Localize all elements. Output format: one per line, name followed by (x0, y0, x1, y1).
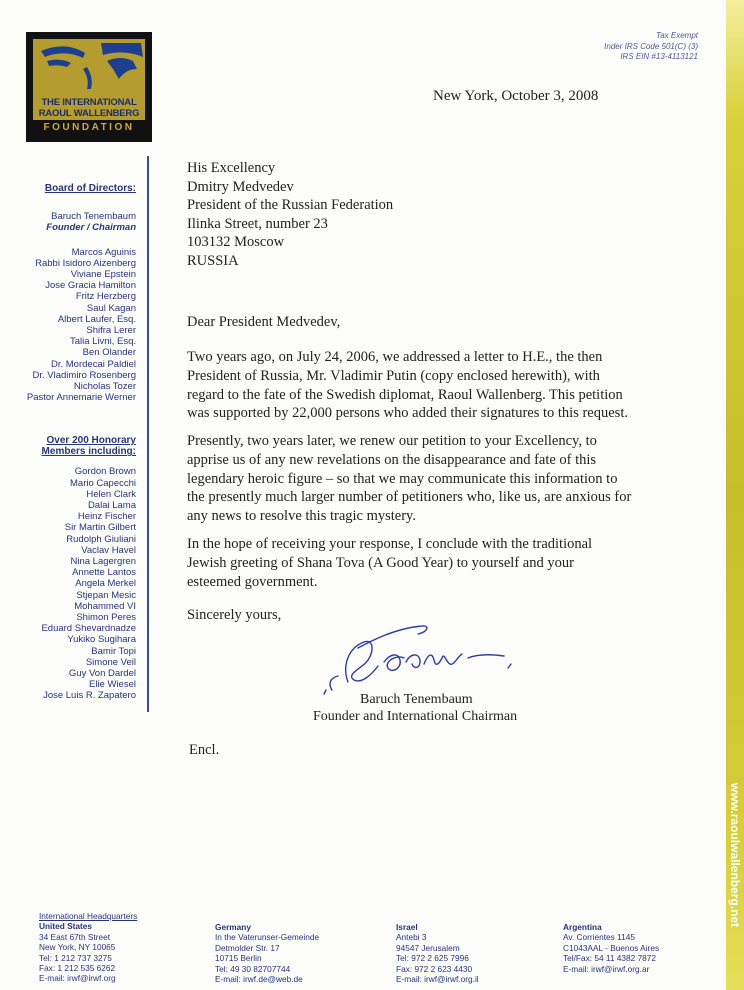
footer-line: Argentina (563, 922, 602, 932)
footer-line: E-mail: irwf@irwf.org (39, 973, 116, 984)
footer-line: Tel: 1 212 737 3275 (39, 952, 112, 963)
sidebar-name: Mohammed VI (74, 600, 136, 612)
footer-line: Tel: 972 2 625 7996 (396, 953, 469, 964)
enclosure-note: Encl. (189, 742, 220, 758)
honorary-member-list (41, 466, 136, 701)
sidebar-name: Rabbi Isidoro Aizenberg (35, 257, 136, 269)
footer-line: Fax: 1 212 535 6262 (39, 963, 116, 974)
paragraph-line: esteemed government. (187, 573, 318, 590)
paragraph-line: regard to the fate of the Swedish diplomat, Raoul Wallenberg. This petition (187, 386, 623, 403)
signer-title: Founder and International Chairman (313, 709, 518, 724)
address-line: President of the Russian Federation (187, 197, 394, 213)
sidebar-name: Nicholas Tozer (73, 381, 136, 393)
footer-line: C1043AAL - Buenos Aires (563, 942, 660, 953)
sidebar-name: Jose Luis R. Zapatero (43, 690, 136, 702)
footer-line: Tel: 49 30 82707744 (215, 963, 291, 974)
signer-name: Baruch Tenembaum (360, 692, 473, 707)
sidebar-name: Ben Olander (82, 347, 136, 359)
footer-line: Av. Corrientes 1145 (563, 932, 635, 943)
address-line: 103132 Moscow (187, 234, 285, 250)
footer-line: 34 East 67th Street (39, 931, 111, 942)
sidebar-name: Mario Capecchi (70, 477, 136, 489)
tax-line: Inder IRS Code 501(C) (3) (604, 41, 698, 51)
paragraph-line: legendary heroic figure – so that we may communicate this information to (187, 470, 618, 487)
board-member-list (27, 247, 136, 404)
paragraph-line: the presently much larger number of petitioners who, like us, are anxious for (187, 489, 632, 506)
sidebar-name: Sir Martin Gilbert (64, 522, 136, 534)
footer-line: Germany (215, 922, 251, 932)
website-text: www.raoulwallenberg.net (728, 782, 742, 928)
sidebar-name: Fritz Herzberg (75, 291, 136, 303)
sidebar-name: Jose Gracia Hamilton (45, 280, 136, 292)
paragraph-line: Two years ago, on July 24, 2006, we addressed a letter to H.E., the then (187, 349, 603, 365)
footer-line: 10715 Berlin (215, 953, 262, 964)
tax-line: Tax Exempt (656, 31, 698, 40)
wallenberg-face-graphic (33, 39, 145, 97)
honorary-heading-1: Over 200 Honorary (46, 435, 136, 446)
sidebar-name: Yukiko Sugihara (67, 634, 136, 646)
footer-line: E-mail: irwf.de@web.de (215, 974, 303, 985)
board-of-directors (27, 183, 136, 403)
sidebar-name: Guy Von Dardel (68, 668, 136, 680)
founder-name: Baruch Tenembaum (51, 211, 136, 223)
paragraph-3 (187, 535, 657, 591)
foundation-logo (26, 32, 152, 142)
sidebar-name: Eduard Shevardnadze (41, 623, 136, 635)
footer-israel (396, 922, 479, 984)
footer-line: In the Vaterunser-Gemeinde (215, 932, 320, 943)
sidebar-name: Nina Lagergren (70, 556, 136, 568)
footer-line: New York, NY 10065 (39, 942, 116, 953)
sidebar-divider (147, 156, 149, 712)
sidebar-name: Annette Lantos (72, 567, 136, 579)
sidebar-name: Dr. Mordecai Paldiel (50, 358, 136, 370)
tax-line: IRS EIN #13-4113121 (620, 52, 698, 61)
honorary-members (41, 435, 136, 702)
footer-argentina (563, 922, 659, 974)
sidebar-name: Gordon Brown (74, 466, 136, 478)
sidebar-name: Heinz Fischer (77, 511, 136, 523)
logo-line-2: RAOUL WALLENBERG (38, 108, 140, 119)
paragraph-2 (187, 432, 657, 526)
recipient-address (187, 159, 393, 270)
paragraph-line: In the hope of receiving your response, I conclude with the traditional (187, 536, 593, 552)
paragraph-line: apprise us of any new revelations on the disappearance and fate of this (187, 451, 597, 468)
sidebar-name: Dalai Lama (87, 500, 136, 512)
sidebar-name: Talia Livni, Esq. (69, 336, 136, 348)
footer-line: Antebi 3 (396, 932, 427, 943)
sidebar-name: Marcos Aguinis (71, 246, 136, 258)
sidebar-name: Bamir Topi (91, 645, 136, 657)
sidebar-name: Helen Clark (86, 488, 136, 500)
sidebar-name: Stjepan Mesic (76, 589, 136, 601)
footer-headquarters (39, 911, 137, 984)
sidebar-name: Pastor Annemarie Werner (26, 392, 136, 404)
footer-line: Israel (396, 922, 418, 932)
address-line: Dmitry Medvedev (187, 178, 294, 195)
sidebar-name: Shifra Lerer (86, 325, 136, 337)
closing: Sincerely yours, (187, 607, 282, 623)
footer-line: 94547 Jerusalem (396, 942, 460, 953)
footer-line: Detmolder Str. 17 (215, 942, 280, 953)
address-line: Ilinka Street, number 23 (187, 215, 328, 232)
website-vertical (724, 770, 744, 940)
logo-line-3: FOUNDATION (33, 120, 145, 135)
sidebar-name: Viviane Epstein (70, 269, 136, 281)
footer-line: International Headquarters (39, 911, 138, 921)
footer-line: United States (39, 921, 93, 932)
sidebar-name: Vaclav Havel (81, 544, 136, 556)
sidebar-name: Simone Veil (85, 656, 136, 668)
sidebar-name: Elie Wiesel (89, 679, 136, 691)
footer-line: E-mail: irwf@irwf.org.ar (563, 963, 650, 974)
paragraph-line: Jewish greeting of Shana Tova (A Good Year) to yourself and your (187, 554, 574, 571)
paragraph-line: Presently, two years later, we renew our petition to your Excellency, to (187, 433, 597, 449)
honorary-heading-2: Members including: (41, 446, 136, 458)
board-heading: Board of Directors: (44, 183, 136, 194)
logo-line-1: THE INTERNATIONAL (41, 97, 137, 108)
salutation: Dear President Medvedev, (187, 314, 341, 330)
founder-title: Founder / Chairman (46, 222, 136, 234)
footer-line: Fax: 972 2 623 4430 (396, 963, 473, 974)
address-line: RUSSIA (187, 252, 239, 269)
tax-exempt-note (604, 31, 698, 63)
sidebar-name: Dr. Vladimiro Rosenberg (32, 369, 136, 381)
sidebar-name: Saul Kagan (86, 302, 136, 314)
sidebar-name: Albert Laufer, Esq. (57, 313, 136, 325)
footer-line: E-mail: irwf@irwf.org.il (396, 974, 479, 985)
sidebar-name: Shimon Peres (76, 612, 136, 624)
footer-germany (215, 922, 319, 984)
paragraph-1 (187, 348, 657, 423)
address-line: His Excellency (187, 160, 276, 176)
paragraph-line: President of Russia, Mr. Vladimir Putin (copy enclosed herewith), with (187, 367, 600, 384)
footer-line: Tel/Fax: 54 11 4382 7872 (563, 953, 657, 964)
sidebar-name: Angela Merkel (75, 578, 136, 590)
paragraph-line: was supported by 22,000 persons who added their signatures to this request. (187, 405, 628, 422)
letter-date: New York, October 3, 2008 (433, 88, 599, 104)
sidebar-name: Rudolph Giuliani (66, 533, 136, 545)
paragraph-line: any news to resolve this tragic mystery. (187, 508, 416, 525)
